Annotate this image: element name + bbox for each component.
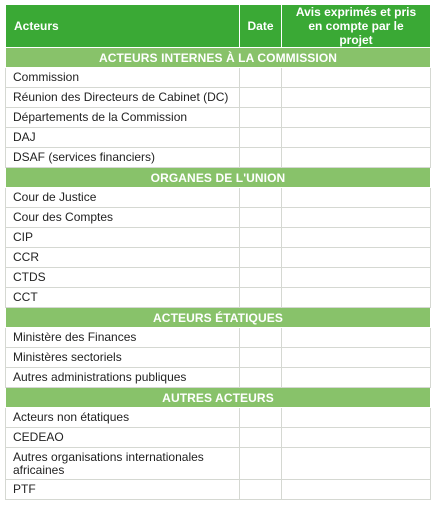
table-row [6,228,431,248]
avis-cell [282,88,431,108]
actor-name: CTDS [6,268,240,288]
date-cell [240,188,282,208]
section-title: ACTEURS ÉTATIQUES [6,308,431,328]
avis-cell [282,208,431,228]
table-row [6,208,431,228]
date-cell [240,348,282,368]
date-cell [240,368,282,388]
column-header-actors: Acteurs [6,5,240,48]
actor-name: Ministères sectoriels [6,348,240,368]
avis-cell [282,480,431,500]
table-row [6,348,431,368]
actor-name: Autres administrations publiques [6,368,240,388]
date-cell [240,328,282,348]
header-row [6,5,431,48]
actor-name: Ministère des Finances [6,328,240,348]
date-cell [240,248,282,268]
actor-name: CCT [6,288,240,308]
table-row [6,248,431,268]
avis-cell [282,228,431,248]
date-cell [240,268,282,288]
avis-cell [282,368,431,388]
table-row [6,368,431,388]
date-cell [240,428,282,448]
actor-name: DAJ [6,128,240,148]
actor-name: DSAF (services financiers) [6,148,240,168]
date-cell [240,128,282,148]
section-header [6,48,431,68]
date-cell [240,228,282,248]
date-cell [240,288,282,308]
actors-table-container [5,5,431,500]
date-cell [240,88,282,108]
table-row [6,88,431,108]
table-row [6,188,431,208]
table-row [6,328,431,348]
actor-name: Cour de Justice [6,188,240,208]
date-cell [240,108,282,128]
actor-name: Réunion des Directeurs de Cabinet (DC) [6,88,240,108]
avis-cell [282,188,431,208]
date-cell [240,148,282,168]
table-row [6,128,431,148]
table-row [6,408,431,428]
section-header [6,308,431,328]
table-row [6,448,431,480]
date-cell [240,480,282,500]
table-row [6,268,431,288]
avis-cell [282,448,431,480]
date-cell [240,408,282,428]
table-row [6,148,431,168]
avis-cell [282,68,431,88]
table-row [6,480,431,500]
actor-name: PTF [6,480,240,500]
date-cell [240,448,282,480]
actor-name: CIP [6,228,240,248]
table-body [6,48,431,500]
table-row [6,288,431,308]
actor-name: CCR [6,248,240,268]
avis-cell [282,408,431,428]
column-header-date: Date [240,5,282,48]
avis-cell [282,348,431,368]
avis-cell [282,248,431,268]
actor-name: Cour des Comptes [6,208,240,228]
table-header [6,5,431,48]
table-row [6,68,431,88]
section-title: ACTEURS INTERNES À LA COMMISSION [6,48,431,68]
actor-name: CEDEAO [6,428,240,448]
column-header-avis: Avis exprimés et pris en compte par le projet [282,5,431,48]
section-title: ORGANES DE L'UNION [6,168,431,188]
date-cell [240,68,282,88]
avis-cell [282,108,431,128]
section-title: AUTRES ACTEURS [6,388,431,408]
actor-name: Acteurs non étatiques [6,408,240,428]
section-header [6,388,431,408]
avis-cell [282,288,431,308]
avis-cell [282,268,431,288]
actors-table [5,5,431,500]
actor-name: Autres organisations internationales africaines [6,448,240,480]
avis-cell [282,428,431,448]
avis-cell [282,148,431,168]
table-row [6,428,431,448]
section-header [6,168,431,188]
date-cell [240,208,282,228]
avis-cell [282,128,431,148]
avis-cell [282,328,431,348]
table-row [6,108,431,128]
actor-name: Départements de la Commission [6,108,240,128]
actor-name: Commission [6,68,240,88]
